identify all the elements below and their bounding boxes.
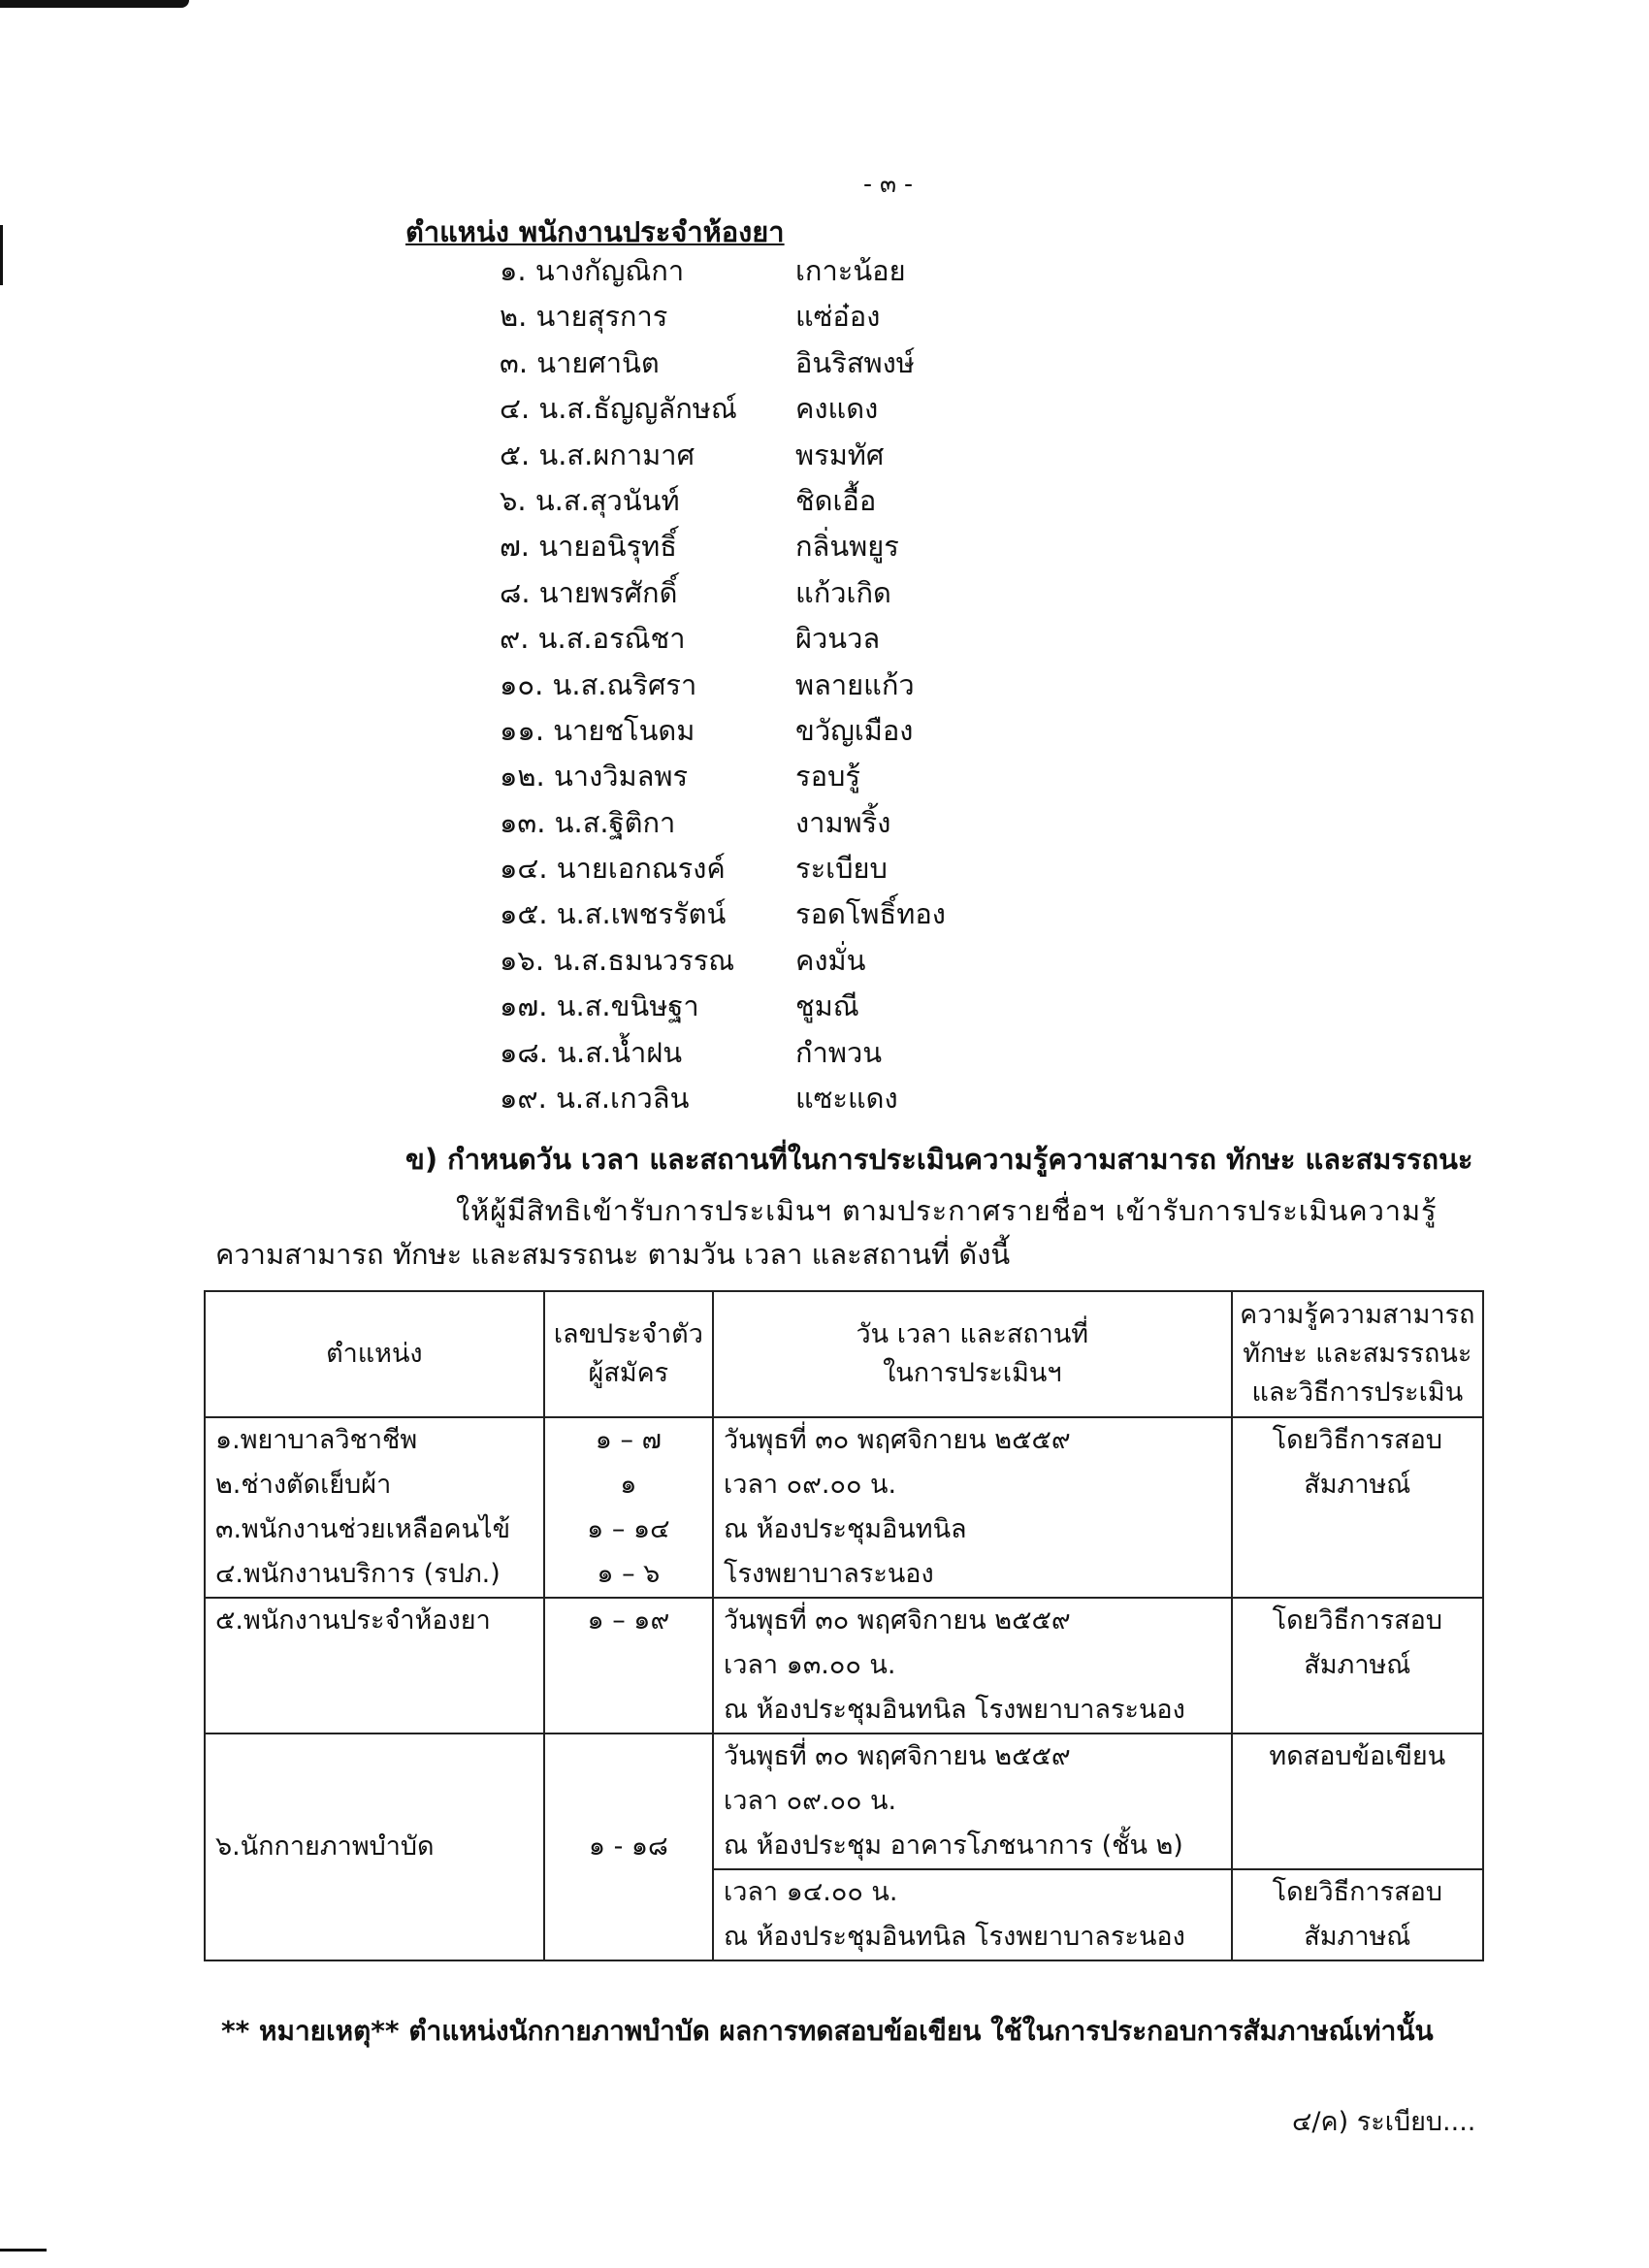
method-line: สัมภาษณ์ — [1304, 1922, 1411, 1952]
datetime-line: เวลา ๑๓.๐๐ น. — [724, 1650, 896, 1680]
continuation-marker: ๔/ค) ระเบียบ.... — [1292, 2107, 1476, 2137]
staff-last-name: แซะแดง — [795, 1082, 898, 1116]
staff-first-name: ๑๓. น.ส.ฐิติกา — [500, 805, 676, 839]
position-name: ๓.พนักงานช่วยเหลือคนไข้ — [215, 1514, 511, 1544]
table-row — [205, 1598, 1483, 1733]
staff-last-name: กำพวน — [795, 1035, 883, 1069]
staff-last-name: ระเบียบ — [795, 852, 888, 886]
position-name: ๕.พนักงานประจำห้องยา — [215, 1605, 491, 1636]
item-heading: ข) กำหนดวัน เวลา และสถานที่ในการประเมินความรู้ความสามารถ ทักษะ และสมรรถนะ — [405, 1143, 1473, 1176]
staff-row — [500, 1030, 946, 1076]
header-datetime-place: วัน เวลา และสถานที่ ในการประเมินฯ — [713, 1291, 1232, 1417]
staff-last-name: แซ่อ๋อง — [795, 300, 881, 334]
table-header-row — [205, 1291, 1483, 1417]
applicant-number: ๑ – ๗ — [595, 1425, 662, 1455]
staff-row — [500, 663, 946, 708]
staff-row — [500, 984, 946, 1029]
datetime-line: เวลา ๐๙.๐๐ น. — [724, 1786, 897, 1816]
scan-edge-mark — [0, 2249, 47, 2252]
position-cell — [205, 1417, 544, 1598]
staff-row — [500, 1076, 946, 1121]
staff-first-name: ๔. น.ส.ธัญญลักษณ์ — [500, 392, 737, 426]
datetime-cell — [713, 1598, 1232, 1733]
applicant-number: ๑ – ๑๙ — [587, 1605, 670, 1636]
datetime-line: ณ ห้องประชุมอินทนิล — [724, 1514, 967, 1544]
header-position: ตำแหน่ง — [205, 1291, 544, 1417]
staff-last-name: รอบรู้ — [795, 760, 860, 794]
staff-row — [500, 800, 946, 846]
method-line: สัมภาษณ์ — [1304, 1470, 1411, 1500]
staff-row — [500, 754, 946, 799]
staff-last-name: คงมั่น — [795, 943, 866, 977]
staff-first-name: ๑๑. นายชโนดม — [500, 713, 695, 747]
position-name: ๒.ช่างตัดเย็บผ้า — [215, 1470, 392, 1500]
staff-last-name: เกาะน้อย — [795, 254, 906, 287]
paragraph-line: ให้ผู้มีสิทธิเข้ารับการประเมินฯ ตามประกาศรายชื่อฯ เข้ารับการประเมินความรู้ — [456, 1194, 1438, 1227]
staff-first-name: ๑๐. น.ส.ณริศรา — [500, 667, 697, 701]
method-line: สัมภาษณ์ — [1304, 1650, 1411, 1680]
applicant-number-cell — [544, 1733, 713, 1960]
staff-row — [500, 248, 946, 294]
staff-last-name: ผิวนวล — [795, 622, 881, 656]
datetime-cell — [713, 1417, 1232, 1598]
position-cell — [205, 1598, 544, 1733]
position-name: ๑.พยาบาลวิชาชีพ — [215, 1425, 418, 1455]
staff-row — [500, 570, 946, 616]
footnote: ** หมายเหตุ** ตำแหน่งนักกายภาพบำบัด ผลการทดสอบข้อเขียน ใช้ในการประกอบการสัมภาษณ์เท่านั้น — [221, 2015, 1434, 2047]
datetime-line: เวลา ๑๔.๐๐ น. — [724, 1877, 898, 1907]
method-cell — [1232, 1598, 1483, 1733]
staff-row — [500, 846, 946, 891]
method-cell — [1232, 1417, 1483, 1598]
applicant-number: ๑ — [620, 1470, 637, 1500]
staff-first-name: ๑๖. น.ส.ธมนวรรณ — [500, 943, 735, 977]
staff-last-name: ชูมณี — [795, 989, 859, 1023]
position-name: ๔.พนักงานบริการ (รปภ.) — [215, 1559, 501, 1589]
datetime-line: ณ ห้องประชุม อาคารโภชนาการ (ชั้น ๒) — [724, 1831, 1183, 1861]
staff-last-name: รอดโพธิ์ทอง — [795, 897, 946, 931]
staff-row — [500, 891, 946, 937]
staff-first-name: ๕. น.ส.ผกามาศ — [500, 437, 695, 471]
datetime-line: วันพุธที่ ๓๐ พฤศจิกายน ๒๕๕๙ — [724, 1605, 1071, 1636]
datetime-line: เวลา ๐๙.๐๐ น. — [724, 1470, 897, 1500]
datetime-line: วันพุธที่ ๓๐ พฤศจิกายน ๒๕๕๙ — [724, 1741, 1071, 1771]
staff-last-name: แก้วเกิด — [795, 575, 891, 609]
staff-last-name: พรมทัศ — [795, 437, 885, 471]
staff-last-name: คงแดง — [795, 392, 879, 426]
method-line: ทดสอบข้อเขียน — [1269, 1741, 1446, 1771]
datetime-line: โรงพยาบาลระนอง — [724, 1559, 934, 1589]
staff-first-name: ๑. นางกัญณิกา — [500, 254, 685, 287]
staff-row — [500, 478, 946, 524]
method-cell — [1232, 1869, 1483, 1960]
method-line: โดยวิธีการสอบ — [1272, 1425, 1442, 1455]
staff-first-name: ๑๙. น.ส.เกวลิน — [500, 1082, 690, 1116]
table-row — [205, 1733, 1483, 1869]
staff-last-name: กลิ่นพยูร — [795, 530, 899, 564]
staff-last-name: งามพริ้ง — [795, 805, 891, 839]
staff-last-name: ขวัญเมือง — [795, 713, 914, 747]
staff-list — [500, 248, 946, 1121]
staff-row — [500, 294, 946, 340]
staff-row — [500, 433, 946, 478]
staff-first-name: ๒. นายสุรการ — [500, 300, 668, 334]
staff-row — [500, 616, 946, 662]
staff-first-name: ๑๗. น.ส.ขนิษฐา — [500, 989, 699, 1023]
staff-first-name: ๙. น.ส.อรณิชา — [500, 622, 686, 656]
staff-row — [500, 708, 946, 754]
staff-row — [500, 340, 946, 386]
position-cell — [205, 1733, 544, 1960]
staff-last-name: พลายแก้ว — [795, 667, 915, 701]
staff-first-name: ๑๔. นายเอกณรงค์ — [500, 852, 726, 886]
page-number: - ๓ - — [863, 170, 914, 198]
staff-first-name: ๑๕. น.ส.เพชรรัตน์ — [500, 897, 727, 931]
applicant-number: ๑ - ๑๘ — [588, 1831, 668, 1862]
applicant-number: ๑ – ๖ — [597, 1559, 661, 1589]
staff-row — [500, 524, 946, 569]
datetime-cell — [713, 1869, 1232, 1960]
staff-last-name: อินริสพงษ์ — [795, 345, 915, 379]
header-applicant-number: เลขประจำตัว ผู้สมัคร — [544, 1291, 713, 1417]
method-cell — [1232, 1733, 1483, 1869]
datetime-line: ณ ห้องประชุมอินทนิล โรงพยาบาลระนอง — [724, 1922, 1185, 1952]
applicant-number-cell — [544, 1598, 713, 1733]
staff-last-name: ชิดเอื้อ — [795, 483, 877, 517]
scan-edge-mark — [0, 0, 189, 8]
staff-first-name: ๑๒. นางวิมลพร — [500, 760, 689, 794]
staff-first-name: ๓. นายศานิต — [500, 345, 660, 379]
datetime-line: ณ ห้องประชุมอินทนิล โรงพยาบาลระนอง — [724, 1695, 1185, 1725]
applicant-number-cell — [544, 1417, 713, 1598]
table-row — [205, 1417, 1483, 1598]
schedule-table — [204, 1290, 1484, 1961]
scan-edge-mark — [0, 225, 3, 285]
datetime-cell — [713, 1733, 1232, 1869]
staff-first-name: ๗. นายอนิรุทธิ์ — [500, 530, 677, 564]
staff-row — [500, 938, 946, 984]
staff-first-name: ๑๘. น.ส.น้ำฝน — [500, 1035, 683, 1069]
applicant-number: ๑ – ๑๔ — [587, 1514, 670, 1544]
method-line: โดยวิธีการสอบ — [1272, 1877, 1442, 1907]
staff-first-name: ๖. น.ส.สุวนันท์ — [500, 483, 680, 517]
header-method: ความรู้ความสามารถ ทักษะ และสมรรถนะ และวิธีการประเมิน — [1232, 1291, 1483, 1417]
staff-row — [500, 386, 946, 432]
paragraph-line: ความสามารถ ทักษะ และสมรรถนะ ตามวัน เวลา และสถานที่ ดังนี้ — [215, 1238, 1011, 1271]
position-name: ๖.นักกายภาพบำบัด — [215, 1831, 435, 1862]
staff-first-name: ๘. นายพรศักดิ์ — [500, 575, 678, 609]
method-line: โดยวิธีการสอบ — [1272, 1605, 1442, 1636]
section-title: ตำแหน่ง พนักงานประจำห้องยา — [405, 215, 785, 248]
datetime-line: วันพุธที่ ๓๐ พฤศจิกายน ๒๕๕๙ — [724, 1425, 1071, 1455]
